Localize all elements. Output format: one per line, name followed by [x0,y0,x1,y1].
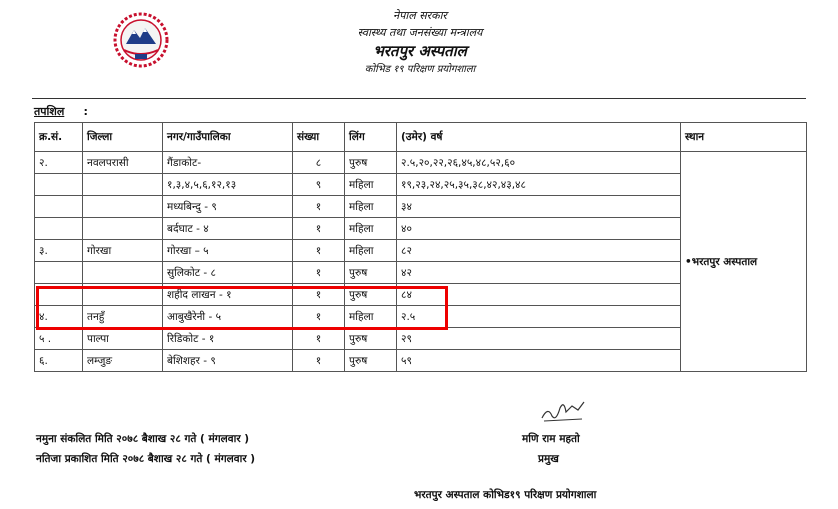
cell-ages: ५९ [397,350,681,372]
cell-ages: २.५,२०,२२,२६,४५,४८,५२,६० [397,152,681,174]
sample-collection-date: नमुना संकलित मिति २०७८ बैशाख २८ गते ( मंगलवार ) [36,433,250,445]
cell-count: १ [293,218,345,240]
cell-municipality: बर्दघाट - ४ [163,218,293,240]
cell-sn [35,196,83,218]
cell-municipality: सुलिकोट - ८ [163,262,293,284]
highlight-box [36,286,448,330]
cell-gender: पुरुष [345,284,397,306]
cell-ages: ८४ [397,284,681,306]
cell-sn: २. [35,152,83,174]
col-header-gender: लिंग [345,123,397,152]
cell-count: १ [293,196,345,218]
signatory-title: प्रमुख [538,453,559,465]
cell-gender: पुरुष [345,152,397,174]
cell-district: लम्जुङ [83,350,163,372]
cell-count: ८ [293,152,345,174]
result-publication-date: नतिजा प्रकाशित मिति २०७८ बैशाख २८ गते ( मंगलवार ) [36,453,256,465]
cell-district: नवलपरासी [83,152,163,174]
ministry-name: स्वास्थ्य तथा जनसंख्या मन्त्रालय [357,26,483,39]
lab-signature-line: भरतपुर अस्पताल कोभिड१९ परिक्षण प्रयोगशाला [414,489,597,501]
cell-gender: महिला [345,306,397,328]
cell-gender: महिला [345,218,397,240]
cell-gender: महिला [345,196,397,218]
hospital-name: भरतपुर अस्पताल [373,42,467,60]
cell-sn: ३. [35,240,83,262]
cell-district: पाल्पा [83,328,163,350]
header-divider [32,98,806,99]
col-header-location: स्थान [681,123,807,152]
cell-ages: २९ [397,328,681,350]
letterhead [300,8,540,75]
cell-ages: ३४ [397,196,681,218]
cell-sn: ६. [35,350,83,372]
cell-gender: पुरुष [345,350,397,372]
cell-count: १ [293,350,345,372]
cell-count: १ [293,306,345,328]
cell-municipality: गैंडाकोट- [163,152,293,174]
cell-district [83,218,163,240]
cell-gender: पुरुष [345,262,397,284]
cell-location: •भरतपुर अस्पताल [681,152,807,372]
cell-municipality: बेशिशहर - ९ [163,350,293,372]
cell-ages: २.५ [397,306,681,328]
cell-municipality: १,३,४,५,६,१२,१३ [163,174,293,196]
government-name: नेपाल सरकार [393,9,447,22]
cell-municipality: आबुखैरेनी - ५ [163,306,293,328]
cell-count: १ [293,262,345,284]
cell-district [83,196,163,218]
col-header-age: (उमेर) वर्ष [397,123,681,152]
table-row [35,152,807,174]
col-header-municipality: नगर/गाउँपालिका [163,123,293,152]
table-header-row [35,123,807,152]
cell-municipality: गोरखा – ५ [163,240,293,262]
signatory-name: मणि राम महतो [522,433,580,445]
cell-gender: महिला [345,240,397,262]
cell-gender: महिला [345,174,397,196]
cell-sn [35,218,83,240]
cell-district [83,262,163,284]
cell-sn: ५ . [35,328,83,350]
cell-ages: ८२ [397,240,681,262]
cell-district: तनहुँ [83,306,163,328]
cell-gender: पुरुष [345,328,397,350]
cell-municipality: रिडिकोट - १ [163,328,293,350]
nepal-emblem-icon [112,10,170,70]
lab-name: कोभिड १९ परिक्षण प्रयोगशाला [364,64,476,75]
cell-ages: ४० [397,218,681,240]
cell-municipality: मध्यबिन्दु - ९ [163,196,293,218]
col-header-count: संख्या [293,123,345,152]
details-label: तपशिल : [34,105,88,118]
cell-ages: १९,२३,२४,२५,३५,३८,४२,४३,४८ [397,174,681,196]
signature-icon [538,398,588,424]
col-header-sn: क्र.सं. [35,123,83,152]
cell-sn [35,262,83,284]
cell-sn [35,174,83,196]
cell-ages: ४२ [397,262,681,284]
cell-municipality: शहीद लाखन - १ [163,284,293,306]
col-header-district: जिल्ला [83,123,163,152]
cell-count: १ [293,240,345,262]
cell-district [83,174,163,196]
cell-count: ९ [293,174,345,196]
cell-count: १ [293,328,345,350]
cell-sn: ४. [35,306,83,328]
cell-count: १ [293,284,345,306]
cell-district: गोरखा [83,240,163,262]
results-table [34,122,807,372]
